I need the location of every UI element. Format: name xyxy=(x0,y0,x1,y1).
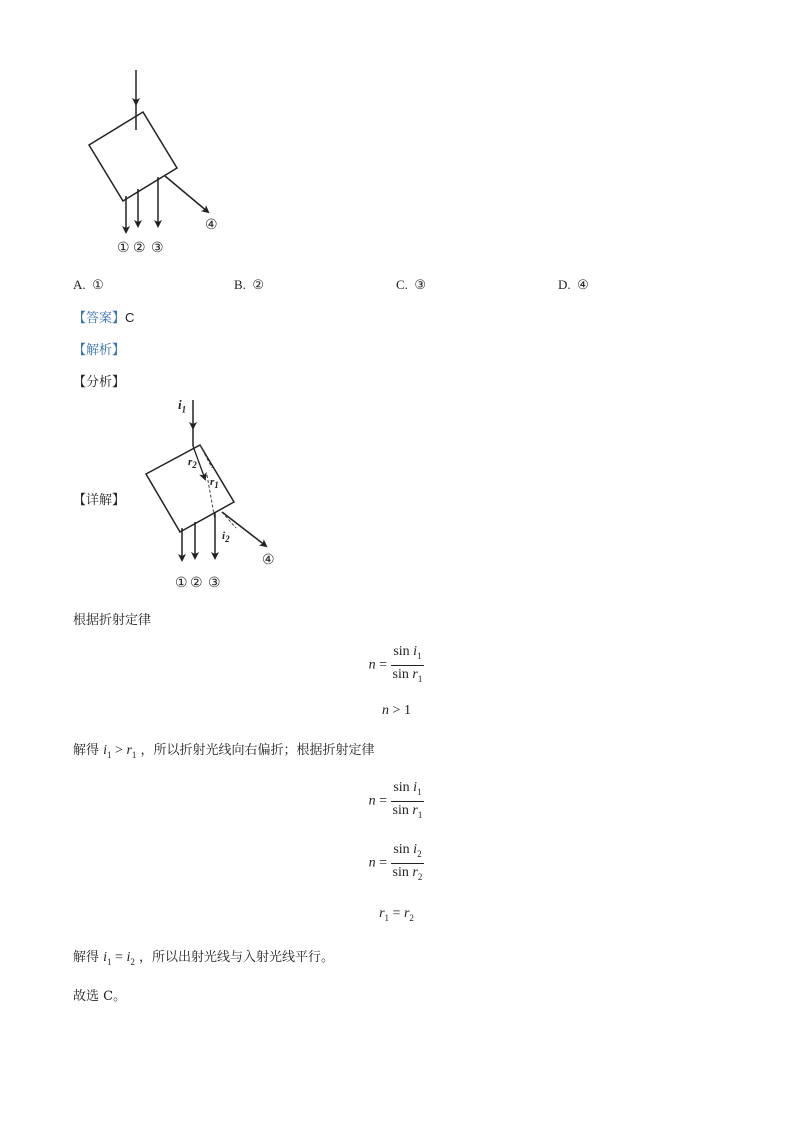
fig1-label-3: ③ xyxy=(151,241,164,256)
option-letter: A. xyxy=(73,277,86,292)
fig2-label-3: ③ xyxy=(208,576,221,591)
conclusion-text: 故选 C。 xyxy=(73,989,127,1004)
option-letter: C. xyxy=(396,277,408,292)
solve-text-2: 解得 $i_1 = i_2$ ，所以出射光线与入射光线平行。 xyxy=(73,950,334,967)
label-r2: $r_2$ xyxy=(188,456,197,471)
label-i2: $i_2$ xyxy=(222,530,230,545)
fig2-label-1: ① xyxy=(175,576,188,591)
option-mark: ③ xyxy=(414,277,427,292)
answer-value: C xyxy=(125,310,135,325)
option-letter: B. xyxy=(234,277,246,292)
option-mark: ④ xyxy=(577,277,589,292)
label-i1: $i_1$ xyxy=(178,397,187,415)
equation-r1-eq-r2: $r_1 = r_2$ xyxy=(379,906,414,923)
solve-text-1: 解得 $i_1 > r_1$ ，所以折射光线向右偏折；根据折射定律 xyxy=(73,743,375,760)
option-mark: ① xyxy=(92,277,104,292)
equation-snell-1: n = $\frac{\sin i_1}{\sin r_1}$ xyxy=(368,644,423,684)
xiangjie-tag: 【详解】 xyxy=(73,493,126,508)
fig1-label-1: ① xyxy=(117,241,130,256)
equation-snell-3: n = $\frac{\sin i_2}{\sin r_2}$ xyxy=(368,842,423,882)
answer-tag: 【答案】 xyxy=(73,311,126,326)
analysis-tag: 【解析】 xyxy=(73,343,126,358)
fig1-label-2: ② xyxy=(133,241,146,256)
option-mark: ② xyxy=(252,277,265,292)
fig1-label-4: ④ xyxy=(205,218,218,233)
fenxi-tag: 【分析】 xyxy=(73,375,126,390)
fig2-label-4: ④ xyxy=(262,553,275,568)
option-letter: D. xyxy=(558,277,571,292)
fig2-label-2: ② xyxy=(190,576,203,591)
law-text-1: 根据折射定律 xyxy=(73,613,152,628)
equation-snell-2: n = $\frac{\sin i_1}{\sin r_1}$ xyxy=(368,780,423,820)
label-r1: $r_1$ xyxy=(210,476,219,491)
equation-n-gt-1: n > 1 xyxy=(382,703,411,718)
